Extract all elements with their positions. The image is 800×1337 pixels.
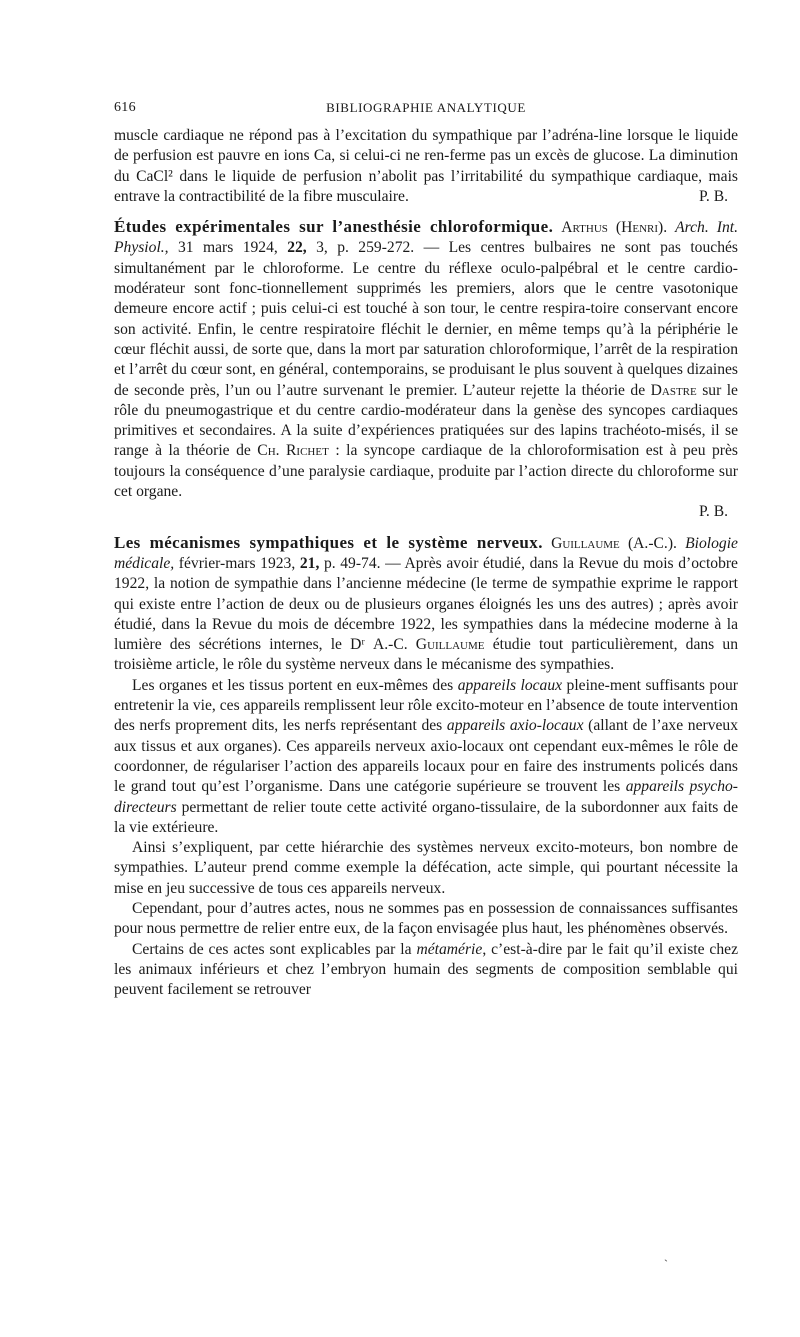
article2-journal: Biologie médicale,: [114, 534, 738, 572]
intro-text: muscle cardiaque ne répond pas à l’excitation du sympathique par l’adréna-line lorsque le liquide de perfusion est pauvre en ions Ca, si celui-ci ne ren-ferme pas un excès de glucose. La diminution du CaCl² dans le liquide de perfusion n’abolit pas l’irritabilité du sympathique cardiaque, mais entrave la contractibilité de la fibre musculaire.: [114, 127, 738, 205]
page-number: 616: [114, 100, 136, 115]
article1-journal: Arch. Int. Physiol.,: [114, 219, 738, 257]
article1-body-c: : la syncope cardiaque de la chloroformisation est à peu près toujours la conséquence d’une paralysie cardiaque, produite par l’action directe du chloroforme sur cet organe.: [114, 442, 738, 501]
article2-p1-a: Après avoir étudié, dans la Revue du mois d’octobre 1922, la notion de sympathie dans l’ancienne médecine (le terme de sympathie exprime le rapport qui existe entre l’action de deux ou de plusieurs organes éloignés les uns des autres) ; après avoir étudié, dans la Revue du mois de décembre 1922, les sympathies dans la médecine moderne à la lumière des sécrétions internes, le Dʳ: [114, 554, 738, 654]
article2-pages: p. 49-74. —: [323, 554, 401, 572]
article1-body-b: sur le rôle du pneumogastrique et du centre cardio-modérateur dans la genèse des syncopes cardiaques primitives et secondaires. A la suite d’expériences pratiquées sur des lapins trachéoto-misés, il se range à la théorie de: [114, 381, 738, 460]
article2-volume: 21,: [299, 554, 320, 572]
running-title: BIBLIOGRAPHIE ANALYTIQUE: [326, 100, 526, 115]
article1-body-a: Les centres bulbaires ne sont pas touchés simultanément par le chloroforme. Le centre du réflexe oculo-palpébral et le centre cardio-modérateur sont fonc-tionnellement supprimés les premiers, alors que le centre vasotonique demeure encore actif ; puis celui-ci est touché à son tour, le centre respira-toire conservant encore son activité. Enfin, le centre respiratoire fléchit le dernier, en même temps qu’à la périphérie le cœur fléchit aussi, de sorte que, dans la mort par saturation chloroformique, l’arrêt de la respiration et l’arrêt du cœur sont, en général, contemporains, se produisant le plus souvent à quelques dizaines de seconde près, l’un ou l’autre survenant le premier. L’auteur rejette la théorie de: [114, 239, 738, 399]
article2-p1-b: étudie tout particulièrement, dans un troisième article, le rôle du système nerveux dans le mécanisme des sympathies.: [114, 636, 739, 674]
article2-p2-a: Les organes et les tissus portent en eux-mêmes des: [132, 676, 454, 694]
article2-p2-d: permettant de relier toute cette activité organo-tissulaire, de la subordonner aux faits de la vie extérieure.: [114, 798, 738, 836]
article2-paragraph-3: Ainsi s’expliquent, par cette hiérarchie des systèmes nerveux excito-moteurs, bon nombre de sympathies. L’auteur prend comme exemple la défécation, acte simple, qui pourtant nécessite la mise en jeu successive de tous ces appareils nerveux.: [114, 839, 738, 897]
article2-paragraph-4: Cependant, pour d’autres actes, nous ne sommes pas en possession de connaissances suffisantes pour nous permettre de relier entre eux, de la façon envisagée plus haut, les phénomènes observés.: [114, 899, 738, 938]
article2-date: février-mars 1923,: [178, 554, 296, 572]
article2-term-axio-locaux: appareils axio-locaux: [446, 717, 584, 735]
article1-name-richet: Ch. Richet: [257, 442, 329, 460]
article2-term-metamerie: métamérie: [416, 940, 483, 958]
article1-signature: P. B.: [698, 503, 728, 521]
article2-term-psycho-directeurs: appareils psycho-directeurs: [114, 778, 738, 816]
intro-paragraph: [114, 126, 738, 207]
stray-mark: ˏ: [664, 1248, 668, 1262]
article2-p5-a: Certains de ces actes sont explicables par la: [132, 940, 412, 958]
article2-paragraph-5: [114, 940, 738, 1001]
article1-pages: 3, p. 259-272. —: [316, 239, 440, 257]
article2-p2-c: (allant de l’axe nerveux aux tissus et aux organes). Ces appareils nerveux axio-locaux ont cependant eux-mêmes le rôle de coordonner, de régulariser l’action des appareils locaux pour en faire des instruments policés dans le grand tout qu’est l’organisme. Dans une catégorie supérieure se trouvent les: [114, 717, 739, 796]
article1-name-dastre: Dastre: [650, 381, 697, 399]
article1-author: Arthus (Henri).: [561, 219, 668, 237]
article2-term-locaux: appareils locaux: [457, 676, 563, 694]
intro-signature: P. B.: [698, 187, 728, 205]
article1-volume: 22,: [287, 239, 307, 257]
article1-paragraph: [114, 217, 738, 502]
article-anesthesie: [114, 217, 738, 522]
article2-title: Les mécanismes sympathiques et le système nerveux.: [114, 532, 543, 552]
article2-paragraph-2: [114, 676, 738, 838]
article1-date: 31 mars 1924,: [177, 239, 278, 257]
running-header: [114, 100, 738, 116]
article2-p1-name: A.-C. Guillaume: [372, 636, 485, 654]
article2-paragraph-1: [114, 533, 738, 676]
article2-p2-b: pleine-ment suffisants pour entretenir la vie, ces appareils remplissent leur rôle excito-moteur en l’absence de toute intervention des nerfs proprement dits, les nerfs représentant des: [114, 676, 739, 735]
article1-title: Études expérimentales sur l’anesthésie chloroformique.: [114, 217, 554, 237]
article2-author: Guillaume (A.-C.).: [551, 534, 677, 552]
article-mecanismes: [114, 533, 738, 1001]
article2-p5-b: , c’est-à-dire par le fait qu’il existe chez les animaux inférieurs et chez l’embryon humain des segments de composition semblable qui peuvent facilement se retrouver: [114, 940, 738, 999]
